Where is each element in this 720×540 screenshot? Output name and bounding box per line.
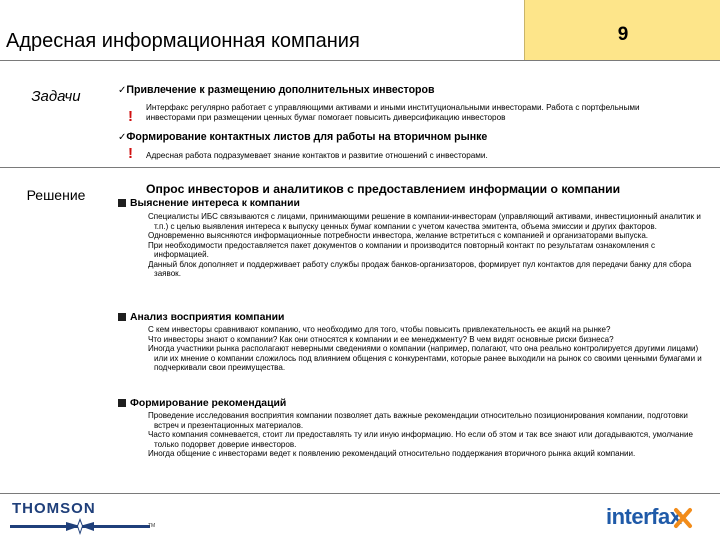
section-title — [118, 198, 300, 209]
section-title — [118, 312, 284, 323]
page-number: 9 — [617, 24, 629, 45]
paragraph: Данный блок дополняет и поддерживает работу службы продаж банков-организаторов, формирует пул контактов для передачи банку для сбора заявок. — [148, 259, 692, 278]
check-icon: ✓ — [118, 132, 127, 143]
paragraph: Иногда участники рынка располагают неверными сведениями о компании (например, полагают, что она реально контролируется другими лицами) или их мнение о компании сложилось под влиянием общения с конкурентами, которые ранее выходили на рынок со своими ценными бумагами и подчеркивали свои преимущества. — [148, 344, 702, 372]
square-icon — [118, 399, 126, 407]
square-icon — [118, 199, 126, 207]
section-body — [146, 411, 702, 459]
exclamation-icon: ! — [128, 145, 133, 162]
page-title: Адресная информационная компания — [6, 30, 360, 52]
paragraph: С кем инвесторы сравнивают компанию, что необходимо для того, чтобы повысить привлекательность ее акций на рынке? — [148, 325, 611, 334]
footer-divider — [0, 493, 720, 494]
section-divider — [0, 167, 720, 168]
check-icon: ✓ — [118, 85, 127, 96]
interfax-logo-text: interfax — [606, 504, 682, 529]
paragraph: Часто компания сомневается, стоит ли предоставлять ту или иную информацию. Но если об этом и так все знают или догадываются, умолчание только подорвет доверие инвесторов. — [148, 430, 693, 449]
square-icon — [118, 313, 126, 321]
task-item-2 — [118, 131, 487, 143]
task-note: Интерфакс регулярно работает с управляющими активами и иными институциональными инвесторами. Работа с портфельными инвесторами при размещении ценных бумаг помогает повысить диверсификацию инвесторов — [146, 103, 640, 122]
thomson-tm: TM — [148, 523, 156, 529]
section-body — [146, 325, 702, 373]
paragraph: Одновременно выясняются информационные потребности инвестора, желание встретиться с компанией и организаторами выпуска. — [148, 231, 649, 240]
page-number-box — [524, 0, 720, 60]
tasks-label: Задачи — [31, 88, 81, 105]
title-divider — [0, 60, 720, 61]
thomson-emblem-icon — [10, 518, 150, 536]
task-item-1 — [118, 84, 435, 96]
paragraph: Что инвесторы знают о компании? Как они относятся к компании и ее менеджменту? В чем видят основные риски бизнеса? — [148, 334, 614, 344]
task-heading: Формирование контактных листов для работы на вторичном рынке — [126, 131, 488, 143]
section-title — [118, 398, 286, 409]
section-title-text: Анализ восприятия компании — [130, 312, 285, 323]
solution-heading: Опрос инвесторов и аналитиков с предоставлением информации о компании — [146, 182, 621, 196]
exclamation-icon: ! — [128, 108, 133, 125]
paragraph: Специалисты ИБС связываются с лицами, принимающими решение в компании-инвесторам (управляющий активами, инвестиционный аналитик и т.п.) с целью выявления интереса к выпуску ценных бумаг компании с учетом качества эмитента, объема эмиссии и других факторов. — [148, 212, 701, 231]
solution-label: Решение — [26, 187, 86, 203]
task-heading: Привлечение к размещению дополнительных инвесторов — [126, 84, 435, 96]
section-body — [146, 212, 702, 279]
thomson-logo-text: THOMSON — [12, 500, 96, 517]
paragraph: При необходимости предоставляется пакет документов о компании и производится повторный контакт по результатам ознакомления с информацией. — [148, 240, 655, 259]
interfax-emblem-icon — [672, 506, 694, 530]
paragraph: Проведение исследования восприятия компании позволяет дать важные рекомендации относительно позиционирования компании, подготовки встреч и презентационных материалов. — [148, 411, 688, 430]
task-note: Адресная работа подразумевает знание контактов и развитие отношений с инвесторами. — [146, 151, 488, 160]
paragraph: Иногда общение с инвесторами ведет к появлению рекомендаций относительно поддержания вторичного рынка акций компании. — [148, 449, 636, 458]
section-title-text: Выяснение интереса к компании — [130, 198, 300, 209]
section-title-text: Формирование рекомендаций — [130, 398, 287, 409]
